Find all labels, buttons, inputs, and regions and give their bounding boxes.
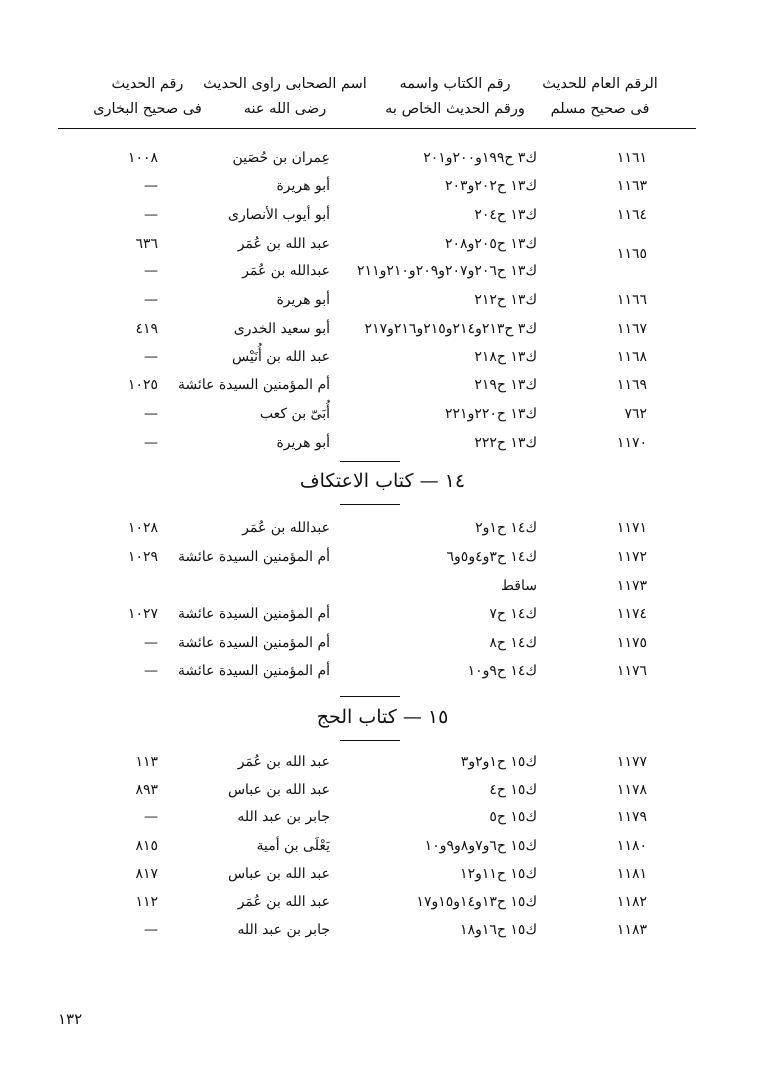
section-heading-14 bbox=[0, 470, 765, 492]
bukhari-number-cell: ٨٩٣ bbox=[135, 782, 158, 798]
book-number-cell: ك١٥ ح١و٢و٣ bbox=[460, 754, 537, 770]
bukhari-number-cell: ١٠٢٧ bbox=[127, 606, 158, 622]
book-number-cell: ك١٣ ح٢٠٥و٢٠٨ bbox=[445, 236, 537, 252]
muslim-number-cell: ١١٦١ bbox=[616, 150, 647, 166]
book-number-cell: ك١٣ ح٢١٢ bbox=[474, 292, 537, 308]
muslim-number-cell: ١١٧٧ bbox=[616, 754, 647, 770]
table-row bbox=[0, 779, 765, 801]
narrator-cell: أُبَىّ بن كعب bbox=[259, 406, 330, 422]
muslim-number-cell: ١١٧١ bbox=[616, 520, 647, 536]
bukhari-number-cell: ١١٣ bbox=[135, 754, 158, 770]
table-row bbox=[0, 233, 765, 255]
narrator-cell: أبو هريرة bbox=[276, 435, 330, 451]
header-bukhari-number bbox=[90, 72, 205, 122]
book-number-cell: ك٣ ح١٩٩و٢٠٠و٢٠١ bbox=[423, 150, 537, 166]
narrator-cell: جابر بن عبد الله bbox=[237, 922, 330, 938]
book-number-cell: ك١٣ ح٢٠٤ bbox=[474, 207, 537, 223]
book-number-cell: ك١٥ ح٦و٧و٨و٩و١٠ bbox=[424, 838, 537, 854]
bukhari-number-cell: ٦٣٦ bbox=[135, 236, 158, 252]
narrator-cell: عبد الله بن عُمَر bbox=[237, 894, 330, 910]
bukhari-number-cell: — bbox=[144, 263, 158, 279]
table-row bbox=[0, 346, 765, 368]
header-narrator bbox=[200, 72, 370, 122]
table-row bbox=[0, 660, 765, 682]
muslim-number-cell: ١١٦٦ bbox=[616, 292, 647, 308]
bukhari-number-cell: — bbox=[144, 178, 158, 194]
book-number-cell: ك١٥ ح١٦و١٨ bbox=[460, 922, 537, 938]
header-divider bbox=[58, 128, 696, 129]
table-row bbox=[0, 603, 765, 625]
bukhari-number-cell: ١١٢ bbox=[135, 894, 158, 910]
book-number-cell: ك١٤ ح٩و١٠ bbox=[467, 663, 537, 679]
header-muslim-line1: الرقم العام للحديث bbox=[542, 76, 658, 92]
bukhari-number-cell: — bbox=[144, 663, 158, 679]
table-row bbox=[0, 517, 765, 539]
table-row bbox=[0, 318, 765, 340]
table-row bbox=[0, 204, 765, 226]
muslim-number-cell: ١١٨٠ bbox=[616, 838, 647, 854]
muslim-number-cell: ٧٦٢ bbox=[624, 406, 647, 422]
muslim-number-cell: ١١٧٦ bbox=[616, 663, 647, 679]
book-number-cell: ك١٥ ح٥ bbox=[489, 809, 537, 825]
narrator-cell: أم المؤمنين السيدة عائشة bbox=[177, 606, 330, 622]
book-number-cell: ك١٥ ح١١و١٢ bbox=[460, 866, 537, 882]
section-14-rule-bottom bbox=[340, 504, 400, 505]
bukhari-number-cell: ١٠٠٨ bbox=[127, 150, 158, 166]
header-book-line2: ورقم الحديث الخاص به bbox=[385, 101, 525, 117]
narrator-cell: عبدالله بن عُمَر bbox=[242, 520, 330, 536]
section-14-title: ١٤ — كتاب الاعتكاف bbox=[299, 470, 466, 492]
narrator-cell: أبو سعيد الخدرى bbox=[233, 321, 330, 337]
book-number-cell: ك١٣ ح٢٢٠و٢٢١ bbox=[445, 406, 537, 422]
section-heading-15 bbox=[0, 706, 765, 728]
muslim-number-cell: ١١٨٣ bbox=[616, 922, 647, 938]
narrator-cell: أبو هريرة bbox=[276, 178, 330, 194]
muslim-number-cell: ١١٨١ bbox=[616, 866, 647, 882]
header-muslim-line2: فى صحيح مسلم bbox=[550, 101, 650, 117]
book-number-cell: ك٣ ح٢١٣و٢١٤و٢١٥و٢١٦و٢١٧ bbox=[364, 321, 537, 337]
narrator-cell: أم المؤمنين السيدة عائشة bbox=[177, 549, 330, 565]
table-row bbox=[0, 891, 765, 913]
header-book-number bbox=[360, 72, 550, 122]
bukhari-number-cell: ٤١٩ bbox=[135, 321, 158, 337]
narrator-cell: عبد الله بن عباس bbox=[227, 866, 330, 882]
narrator-cell: يَعْلَى بن أمية bbox=[256, 838, 330, 854]
narrator-cell: أم المؤمنين السيدة عائشة bbox=[177, 635, 330, 651]
muslim-number-cell: ١١٧٢ bbox=[616, 549, 647, 565]
bukhari-number-cell: — bbox=[144, 349, 158, 365]
book-number-cell: ك١٣ ح٢١٨ bbox=[474, 349, 537, 365]
narrator-cell: جابر بن عبد الله bbox=[237, 809, 330, 825]
table-row bbox=[0, 432, 765, 454]
book-number-cell: ك١٣ ح٢٠٦و٢٠٧و٢٠٩و٢١٠و٢١١ bbox=[357, 263, 537, 279]
bukhari-number-cell: ١٠٢٨ bbox=[127, 520, 158, 536]
section-15-title: ١٥ — كتاب الحج bbox=[316, 706, 449, 728]
muslim-number-cell: ١١٨٢ bbox=[616, 894, 647, 910]
table-row bbox=[0, 374, 765, 396]
merged-muslim-number: ١١٦٥ bbox=[616, 246, 647, 262]
section-15-rule-bottom bbox=[340, 740, 400, 741]
narrator-cell: عبد الله بن أُنَيْس bbox=[232, 349, 330, 365]
book-number-cell: ك١٤ ح١و٢ bbox=[475, 520, 537, 536]
narrator-cell: عبدالله بن عُمَر bbox=[242, 263, 330, 279]
page-number: ١٣٢ bbox=[58, 1010, 83, 1028]
section-15-rule-top bbox=[340, 696, 400, 697]
narrator-cell: عِمران بن حُصَين bbox=[232, 150, 330, 166]
bukhari-number-cell: — bbox=[144, 809, 158, 825]
table-row bbox=[0, 175, 765, 197]
section-14-rule-top bbox=[340, 461, 400, 462]
header-narrator-line1: اسم الصحابى راوى الحديث bbox=[203, 76, 367, 92]
narrator-cell: أم المؤمنين السيدة عائشة bbox=[177, 663, 330, 679]
muslim-number-cell: ١١٧٥ bbox=[616, 635, 647, 651]
bukhari-number-cell: — bbox=[144, 207, 158, 223]
bukhari-number-cell: — bbox=[144, 292, 158, 308]
book-number-cell: ك١٣ ح٢٠٢و٢٠٣ bbox=[445, 178, 537, 194]
table-row bbox=[0, 260, 765, 282]
book-number-cell: ك١٤ ح٨ bbox=[489, 635, 537, 651]
table-row bbox=[0, 835, 765, 857]
narrator-cell: أبو أيوب الأنصارى bbox=[227, 207, 330, 223]
bukhari-number-cell: — bbox=[144, 922, 158, 938]
book-number-cell: ك١٤ ح٣و٤و٥و٦ bbox=[446, 549, 537, 565]
muslim-number-cell: ١١٦٣ bbox=[616, 178, 647, 194]
bukhari-number-cell: — bbox=[144, 635, 158, 651]
bukhari-number-cell: ١٠٢٩ bbox=[127, 549, 158, 565]
narrator-cell: أبو هريرة bbox=[276, 292, 330, 308]
narrator-cell: أم المؤمنين السيدة عائشة bbox=[177, 377, 330, 393]
header-bukhari-line1: رقم الحديث bbox=[111, 76, 184, 92]
muslim-number-cell: ١١٦٩ bbox=[616, 377, 647, 393]
bukhari-number-cell: — bbox=[144, 435, 158, 451]
muslim-number-cell: ١١٧٠ bbox=[616, 435, 647, 451]
header-book-line1: رقم الكتاب واسمه bbox=[399, 76, 511, 92]
header-narrator-line2: رضى الله عنه bbox=[243, 101, 327, 117]
bukhari-number-cell: ١٠٢٥ bbox=[127, 377, 158, 393]
header-bukhari-line2: فى صحيح البخارى bbox=[93, 101, 202, 117]
narrator-cell: عبد الله بن عُمَر bbox=[237, 236, 330, 252]
table-row bbox=[0, 919, 765, 941]
bukhari-number-cell: ٨١٧ bbox=[135, 866, 158, 882]
muslim-number-cell: ١١٧٩ bbox=[616, 809, 647, 825]
muslim-number-cell: ١١٧٣ bbox=[616, 578, 647, 594]
bukhari-number-cell: ٨١٥ bbox=[135, 838, 158, 854]
table-row bbox=[0, 806, 765, 828]
narrator-cell: عبد الله بن عباس bbox=[227, 782, 330, 798]
table-row bbox=[0, 546, 765, 568]
book-number-cell: ك١٣ ح٢١٩ bbox=[474, 377, 537, 393]
muslim-number-cell: ١١٧٨ bbox=[616, 782, 647, 798]
muslim-number-cell: ١١٦٤ bbox=[616, 207, 647, 223]
muslim-number-cell: ١١٦٧ bbox=[616, 321, 647, 337]
table-row bbox=[0, 147, 765, 169]
book-number-cell: ك١٤ ح٧ bbox=[489, 606, 537, 622]
table-row bbox=[0, 632, 765, 654]
table-row bbox=[0, 403, 765, 425]
table-row bbox=[0, 289, 765, 311]
book-number-cell: ك١٣ ح٢٢٢ bbox=[474, 435, 537, 451]
narrator-cell: عبد الله بن عُمَر bbox=[237, 754, 330, 770]
table-row bbox=[0, 751, 765, 773]
muslim-number-cell: ١١٧٤ bbox=[616, 606, 647, 622]
book-number-cell: ساقط bbox=[501, 578, 537, 594]
muslim-number-cell: ١١٦٨ bbox=[616, 349, 647, 365]
table-row bbox=[0, 575, 765, 597]
bukhari-number-cell: — bbox=[144, 406, 158, 422]
header-muslim-number bbox=[530, 72, 670, 122]
book-number-cell: ك١٥ ح٤ bbox=[489, 782, 537, 798]
table-row bbox=[0, 863, 765, 885]
book-number-cell: ك١٥ ح١٣و١٤و١٥و١٧ bbox=[416, 894, 537, 910]
